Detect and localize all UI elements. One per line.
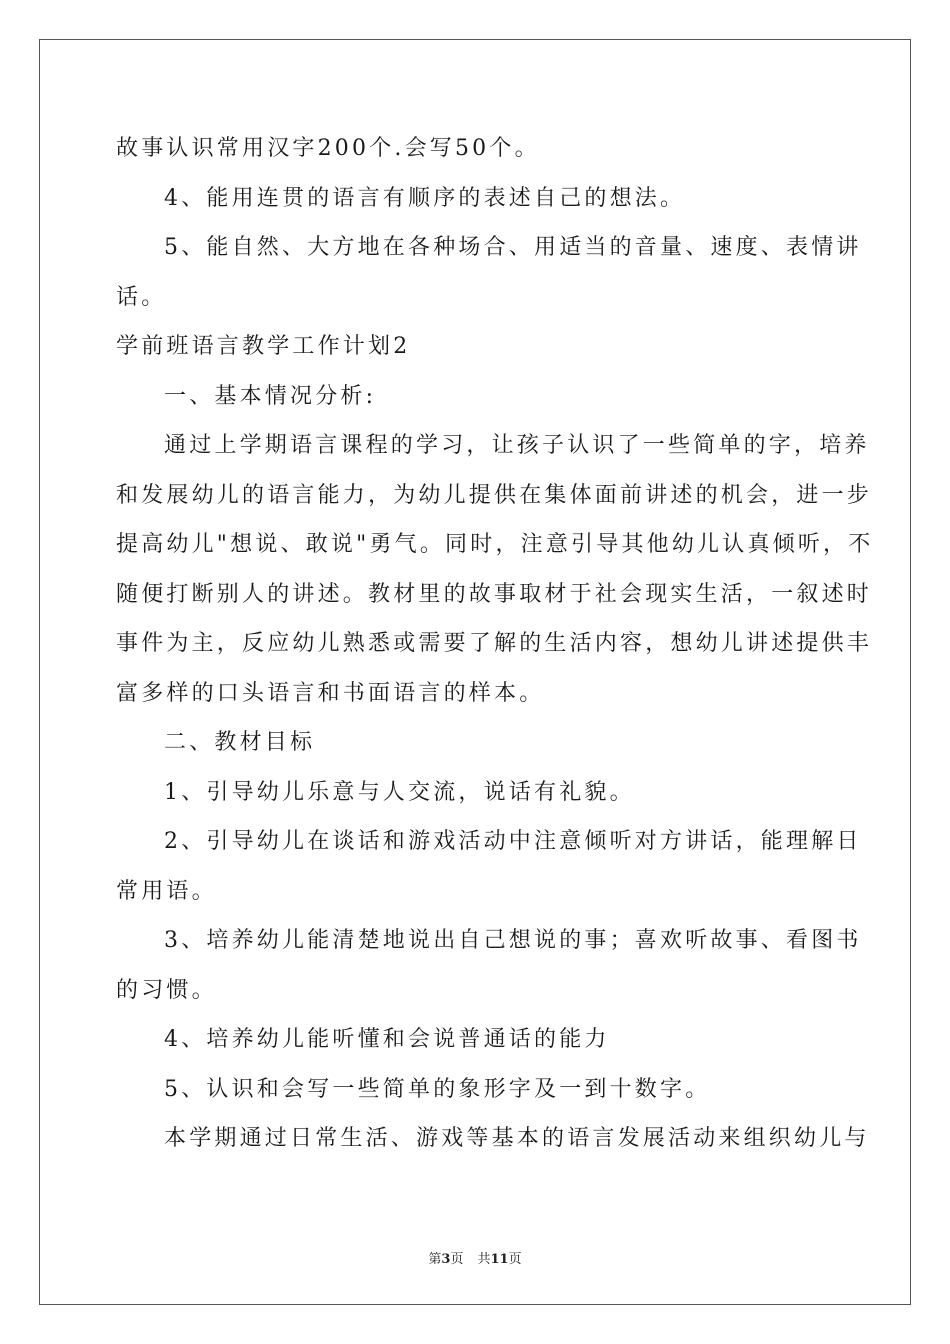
list-item: 2、引导幼儿在谈话和游戏活动中注意倾听对方讲话，能理解日 (164, 829, 862, 854)
text-line: 随便打断别人的讲述。教材里的故事取材于社会现实生活，一叙述时 (116, 581, 873, 607)
list-item: 3、培养幼儿能清楚地说出自己想说的事；喜欢听故事、看图书 (164, 928, 862, 953)
subsection-heading: 二、教材目标 (164, 730, 316, 755)
subsection-heading: 一、基本情况分析: (164, 383, 377, 409)
total-prefix: 共 (477, 1252, 491, 1267)
text-line: 本学期通过日常生活、游戏等基本的语言发展活动来组织幼儿与 (164, 1126, 870, 1151)
list-item: 1、引导幼儿乐意与人交流，说话有礼貌。 (164, 779, 635, 805)
text-line: 的习惯。 (116, 977, 217, 1003)
text-line: 富多样的口头语言和书面语言的样本。 (116, 680, 545, 706)
text-line: 常用语。 (116, 878, 217, 904)
page-prefix: 第 (428, 1252, 442, 1267)
text-line: 提高幼儿"想说、敢说"勇气。同时，注意引导其他幼儿认真倾听，不 (116, 532, 874, 557)
list-item: 5、认识和会写一些简单的象形字及一到十数字。 (164, 1076, 711, 1102)
text-line: 事件为主，反应幼儿熟悉或需要了解的生活内容，想幼儿讲述提供丰 (116, 631, 873, 656)
text-line: 话。 (116, 284, 167, 310)
page-number: 3 (441, 1252, 451, 1267)
total-suffix: 页 (508, 1252, 522, 1267)
page-footer (0, 1248, 950, 1267)
page-suffix: 页 (450, 1252, 464, 1267)
list-item: 4、培养幼儿能听懂和会说普通话的能力 (164, 1027, 610, 1052)
total-pages: 11 (490, 1252, 509, 1267)
text-line: 4、能用连贯的语言有顺序的表述自己的想法。 (164, 185, 686, 211)
document-body (116, 128, 874, 1168)
text-line: 5、能自然、大方地在各种场合、用适当的音量、速度、表情讲 (164, 235, 862, 260)
section-heading: 学前班语言教学工作计划2 (116, 334, 411, 359)
text-line: 通过上学期语言课程的学习，让孩子认识了一些简单的字，培养 (164, 433, 870, 458)
text-line: 故事认识常用汉字200个.会写50个。 (116, 136, 540, 161)
text-line: 和发展幼儿的语言能力，为幼儿提供在集体面前讲述的机会，进一步 (116, 482, 873, 508)
